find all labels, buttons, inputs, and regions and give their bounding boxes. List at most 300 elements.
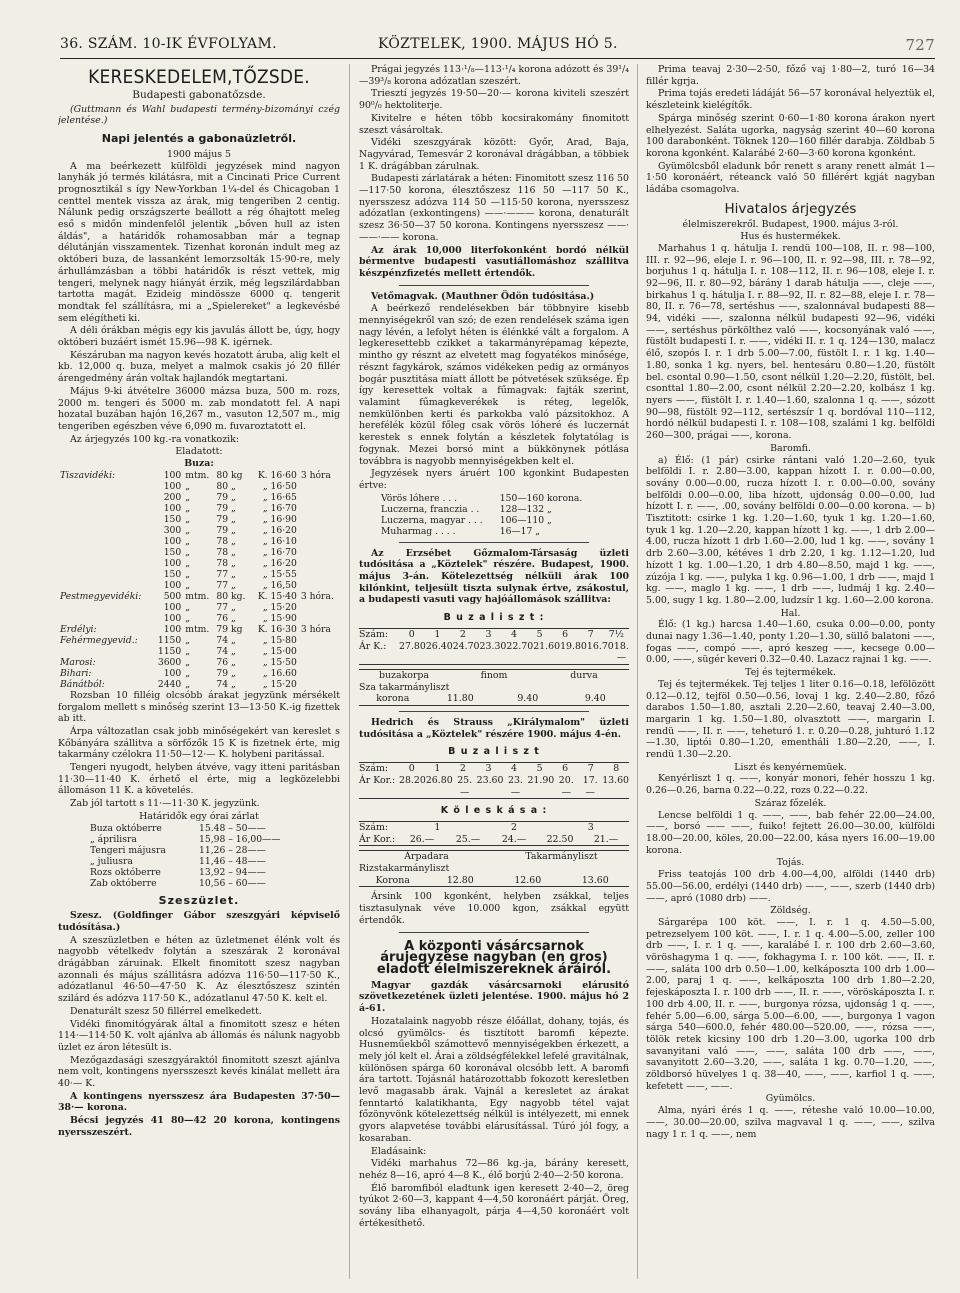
grid-label: Ár K.:: [359, 640, 387, 652]
cell-unit: „: [185, 667, 190, 679]
table-row: [58, 558, 340, 569]
paragraph: Jegyzések nyers áruért 100 kgonkint Budapesten értve:: [359, 468, 629, 491]
seeds-table: [379, 493, 595, 537]
table-row: [88, 834, 314, 845]
section-title: KERESKEDELEM,TŐZSDE.: [88, 66, 310, 88]
paragraph: Spárga minőség szerint 0·60—1·80 korona árakon nyert elhelyezést. Saláta ugorka, nagyság szerint 40—60 korona 100 darabonként. Töknek 120—160 fillér darabja. Zöldbab 5 korona kgonként. Kalarábé 2·60—3·60 korona kgonként.: [646, 112, 935, 159]
grid-label: Sza takarmányliszt: [359, 681, 450, 693]
sold-label: Eladatott:: [175, 446, 223, 458]
separator: [399, 542, 589, 543]
separator: [399, 285, 589, 286]
cell-kg: 74 „: [216, 645, 236, 657]
grid-label: Szám:: [359, 763, 388, 775]
cell-note: [299, 514, 340, 525]
cell-value: 16—17 „: [499, 525, 541, 537]
cell-kg: 79 kg: [216, 623, 243, 635]
grid-cell: 0: [408, 628, 415, 640]
page-number: 727: [905, 36, 935, 54]
cell-kg: 77 „: [216, 568, 236, 580]
grid-cell: 7: [587, 763, 594, 775]
cell-value: 11,46 – 48——: [199, 855, 266, 867]
paragraph: Bécsi jegyzés 41 80—42 20 korona, kontingens nyersszeszért.: [58, 1115, 340, 1138]
cell-qty: 100: [163, 557, 182, 569]
table-row: [58, 547, 340, 558]
cell-qty: 500: [163, 590, 182, 602]
cell-price: „ 15·55: [262, 568, 297, 580]
column-1: [58, 64, 340, 1279]
paragraph: Május 9-ki átvételre 36000 mázsa buza, 500 m. rozs, 2000 m. tengeri és 5000 m. zab mondatott fel. A napi hozatal buzában hajón 16,267 m., vasuton 12,507 m., mig tengeriben egészben véve 6,090 m. fuvaroztatott el.: [58, 385, 340, 432]
grid-label: Szám:: [359, 628, 388, 640]
cell-price: K. 15·40: [257, 590, 297, 602]
cell-price: „ 16·65: [262, 491, 297, 503]
cell-unit: „: [185, 480, 190, 492]
cell-price: „ 16·90: [262, 513, 297, 525]
cell-kg: 77 „: [216, 601, 236, 613]
cell-region: [58, 569, 153, 580]
mill-report: Hedrich és Strauss „Királymalom" üzleti tudósitása a „Köztelek" részére 1900. május 4-én.: [359, 717, 629, 740]
cell-name: Muharmag . . . .: [381, 525, 456, 537]
separator: [399, 711, 589, 712]
cell-unit: „: [185, 568, 190, 580]
cell-region: [58, 525, 153, 536]
paragraph: Élő baromfiból eladtunk igen keresett 2·40—2, öreg tyúkot 2·60—3, kappant 4—4,50 koronáért párját. Öreg, sovány liba elhanyagolt, párja 4—4,50 koronáért volt értékesíthető.: [359, 1182, 629, 1229]
cell-unit: mtm.: [185, 590, 210, 602]
seeds-title: Vetőmagvak. (Mauthner Ödön tudósitása.): [371, 290, 595, 302]
paragraph: Triesztí jegyzés 19·50—20·— korona kiviteli szeszért 90⁰/₀ hektoliterje.: [359, 88, 629, 112]
grid-cell: 3: [587, 821, 594, 833]
table-row: [58, 481, 340, 492]
paragraph: A beérkező rendelésekben bár többnyire kisebb mennyiségekről van szó; de ezen rendelések száma igen nagy lévén, a lefolyt héten is élénkké vált a forgalom. A legkeresettebb czikket a takarmányrépamag képezte, mintho gy résznt az elvetett mag fogyatékos minősége, résznt fagykárok, számos vidékeken pedig az ormányos bogár pusztitása miatt állott be pótvetések szüksége. Ép így keresettek voltak a fűmagvak: fajták szerint, valamint fűmagkeverékek is réteg, legelők, nemkülönben kerti és parkokba való pázsitokhoz. A herefélék közül főleg csak vörös lóheré és luczernát kerestek s ennek folytán a készletek folytatólag is fogynak. Mezei borsó mint a bükkönynek pótlása továbbra is nagyobb mennyiségekben kelt el.: [359, 303, 629, 467]
cell-note: [299, 525, 340, 536]
cell-price: „ 15·50: [262, 656, 297, 668]
grid-cell: 3: [485, 763, 492, 775]
cell-region: Erdélyi:: [60, 623, 97, 635]
paragraph: Zab jól tartott s 11·—11·30 K. jegyzünk.: [70, 798, 260, 810]
meat-title: Hus és hustermékek.: [740, 231, 841, 243]
official-prices-title: Hivatalos árjegyzés: [724, 200, 857, 217]
cell-price: „ 15·90: [262, 612, 297, 624]
column-3: [646, 64, 935, 1279]
cell-name: Buza októberre: [90, 822, 162, 834]
grid-cell: 6: [562, 763, 569, 775]
cell-note: [299, 492, 340, 503]
grid-label: Rizstakarmányliszt: [359, 863, 450, 875]
paragraph: Hozatalaink nagyobb része élőállat, dohany, tojás, és olcsó gyümölcs- és tisztított baromfi képezte. Husneműekből számottevő mennyiségekben érkezett, a mely jól kelt el. Árai a zöldségfélekkel lefelé gravitálnak, különösen spárga 60 koronával olcsóbb lett. A baromfi ára tartott. Tojásnál határozottabb fokozott keresletben levő magasabb árak. Vajnál a keresletet az árakat fenntartó kalatikhanta, Egy nagyobb tétel vajat főzönyvönk kötelezettség nélkül is intélyezett, mi ennek gyors alapvetése további elárusítással. Túró jól fogy, a kosaraban.: [359, 1015, 629, 1144]
bran-grid: [359, 669, 629, 706]
table-row: [379, 493, 595, 504]
grid-cell: 17.—: [582, 774, 598, 798]
paragraph: Prima tojás eredeti ládáját 56—57 koronával helyeztük el, készleteink kielégítők.: [646, 88, 935, 112]
cell-region: Marosi:: [60, 656, 96, 668]
cell-name: Vörös lóhere . . .: [381, 492, 458, 504]
grid-cell: 23.30: [479, 640, 507, 652]
table-row: [379, 526, 595, 537]
cell-note: 3 hóra: [300, 469, 331, 481]
cell-name: Zab októberre: [90, 877, 157, 889]
table-row: [88, 867, 314, 878]
cell-kg: 74 „: [216, 678, 236, 690]
wheat-label: Buza:: [184, 458, 214, 470]
price-intro: Az árjegyzés 100 kg.-ra vonatkozik:: [70, 433, 239, 445]
flour-grid-2: [359, 762, 629, 799]
grid-cell: 6: [562, 628, 569, 640]
table-row: [58, 569, 340, 580]
cell-region: [58, 514, 153, 525]
cell-region: [58, 536, 153, 547]
cell-price: „ 15·20: [262, 601, 297, 613]
table-row: [88, 856, 314, 867]
grid-head: durva: [570, 669, 598, 681]
publication-date: KÖZTELEK, 1900. MÁJUS HÓ 5.: [378, 36, 618, 52]
paragraph: A ma beérkezett külföldi jegyzések mind nagyon lanyhák jó termés kilátásra, mit a Cincinati Price Current prognosztikál s így New-Yorkban 1¼-del és Chicagoban 1 centtel mentek vissza az árak, mig tengeriben 2 centig. Nálunk pedig országszerte beállott a rég óhajtott meleg eső s midőn mindenfelől jelentik „bőven hull az isten áldás", a határidők rohamosabban már a tegnap délutánján visszamentek. Tizenhat koronán indult meg az októberi buza, de lassanként lemorzsolták 15·90-re, mely árhullámzásban a többi határidők is részt vettek, mig tengeri, melynek nagy hiányát érzik, még legszilárdabban tartotta magát. Ezideig mindössze 6000 q. tengerit mondtak fel szállításra, mi a „Spielereket" a legkevésbé sem elégítheti ki.: [58, 160, 340, 324]
spirit-title: Szeszüzlet.: [158, 893, 240, 907]
table-row: [58, 536, 340, 547]
paragraph: A szeszüzletben e héten az üzletmenet élénk volt és nagyobb vételkedv folytán a szeszárak 2 koronával drágábban záruinak. Elkelt finomitott szesz nagyban azonnali és május szállitásra adózva 116·50—117·50 K., adózatlanul 46·50—47·50 K. Az élesztőszesz szintén szilárd és adózva 117·50 K., adózatlanul 47·50 K. kelt el.: [58, 934, 340, 1005]
cell-region: [58, 646, 153, 657]
report-title: Napi jelentés a gabonaüzletről.: [101, 132, 297, 146]
paragraph: Ársink 100 kgonként, helyben zsákkal, teljes tisztasulynak véve 10.000 kgon, zsákkal együtt értendők.: [359, 891, 629, 926]
cell-note: [299, 679, 340, 690]
cell-unit: „: [185, 634, 190, 646]
cell-value: 15.48 – 50——: [199, 822, 266, 834]
cell-price: „ 16,50: [262, 579, 297, 591]
grid-cell: 18.—: [613, 640, 629, 664]
cell-unit: „: [185, 513, 190, 525]
paragraph: a) Élő: (1 pár) csirke rántani való 1.20—2.60, tyuk belföldi I. r. 2.80—3.00, kappan hízott I. r. 0.00—0.00, sovány 0.00—0.00, rucza hízott I. r. 0.00—0.00, sovány belföldi 0.00—0.00, liba hízott, ujdonság 0.00—0.00, lud hízott I. r. ——, .00, sovány belföldi 0.00—0.00 korona. — b) Tisztitott: csirke 1 kg. 1.20—1.60, tyuk 1 kg. 1.20—1.60, tyuk 1 kg. 1.20—2.20, kappan hízott 1 kg. ——, 1 drb 2.00—4.00, rucza hízott 1 drb 1.60—2.00, lud 1 kg. ——, sovány 1 drb 2.60—3.00, kétéves 1 drb 2.20, 1 kg. 1.12—1.20, lud hízott 1 kg. 1.00—1.20, 1 drb 4.80—8.50, majd 1 kg. ——, zúzója 1 kg. ——, pulyka 1 kg. 0.96—1.00, 1 drb ——, majd 1 kg. ——, maglo 1 kg. ——, 1 drb ——, ludmáj 1 kg. 2.40—5.00, sugy 1 kg. 1.80—2.00, ludzsír 1 kg. 1.60—2.00 korona.: [646, 454, 935, 606]
cell-note: [299, 569, 340, 580]
cell-note: 3 hóra: [300, 623, 331, 635]
grid-cell: 26.—: [409, 833, 435, 845]
grid-cell: 5: [536, 763, 543, 775]
grid-cell: 13.60: [581, 874, 609, 886]
paragraph: Készáruban ma nagyon kevés hozatott áruba, alig kelt el kb. 12,000 q. buza, melyet a malmok csakis jó 20 fillér árengedmény árán voltak hajlandók megtartani.: [58, 349, 340, 385]
cell-kg: 79 „: [216, 513, 236, 525]
table-row: [379, 504, 595, 515]
grid-cell: 26.80: [425, 774, 453, 786]
grid-head: Árpadara: [404, 851, 449, 863]
cell-kg: 79 „: [216, 667, 236, 679]
cell-region: [58, 558, 153, 569]
cell-note: 3 hóra.: [300, 590, 334, 602]
legumes-title: Száraz főzelék.: [754, 797, 827, 809]
cell-name: Luczerna, magyar . . .: [381, 514, 483, 526]
cell-region: [58, 503, 153, 514]
poultry-title: Baromfi.: [770, 442, 811, 454]
grid-cell: 4: [511, 628, 518, 640]
cell-qty: 150: [163, 546, 182, 558]
cell-kg: 77 „: [216, 579, 236, 591]
cell-note: [299, 536, 340, 547]
grid-cell: 0: [408, 763, 415, 775]
paragraph: Rozsban 10 filléig olcsóbb árakat jegyzünk mérsékelt forgalom mellett s minőség szerint 13—13·50 K.-ig fizettek ab itt.: [58, 689, 340, 725]
flour-bread-title: Liszt és kenyérnemüek.: [734, 761, 847, 773]
cell-qty: 100: [163, 535, 182, 547]
mill-report: Az Erzsébet Gőzmalom-Társaság üzleti tudósitása a „Köztelek" részére. Budapest, 1900. május 3-án. Kötelezettség nélküli árak 100 kilónkint, teljesült tiszta sulynak értve, zsákostul, a budapesti vasuti vagy hajóállomások szállitva:: [359, 547, 629, 606]
cell-price: „ 16·20: [262, 524, 297, 536]
table-row: [58, 613, 340, 624]
cell-note: [299, 668, 340, 679]
cell-qty: 100: [163, 480, 182, 492]
cell-value: 10,56 – 60——: [199, 877, 266, 889]
grid-cell: 1: [434, 821, 441, 833]
cell-region: Pestmegyevidéki:: [60, 590, 142, 602]
table-row: [58, 679, 340, 690]
vegetables-title: Zöldség.: [770, 905, 811, 917]
cell-qty: 150: [163, 513, 182, 525]
cell-kg: 80 kg.: [216, 590, 246, 602]
cell-qty: 100: [163, 502, 182, 514]
table-row: [58, 602, 340, 613]
grid-cell: 21.90: [527, 774, 555, 786]
grid-cell: 12.60: [514, 874, 542, 886]
cell-price: K. 16·30: [257, 623, 297, 635]
cell-kg: 79 „: [216, 524, 236, 536]
cell-unit: „: [185, 656, 190, 668]
cell-value: 128—132 „: [499, 503, 552, 515]
grid-cell: 7½: [608, 628, 624, 640]
cell-kg: 78 „: [216, 546, 236, 558]
cell-note: [299, 646, 340, 657]
flour-grid-title: B u z a l i s z t: [448, 746, 540, 758]
cell-qty: 200: [163, 491, 182, 503]
cell-name: Rozs októberre: [90, 866, 161, 878]
cell-qty: 100: [163, 579, 182, 591]
cell-note: [299, 503, 340, 514]
wheat-sales-table: [58, 470, 340, 690]
grid-cell: 23.60: [476, 774, 504, 786]
grid-cell: 26.40: [425, 640, 453, 652]
market-source: Magyar gazdák vásárcsarnoki elárusitó szövetkezetének üzleti jelentése. 1900. május hó 2 á-61.: [359, 979, 629, 1015]
cell-qty: 150: [163, 568, 182, 580]
grid-cell: 16.70: [586, 640, 614, 652]
grid-head: buzakorpa: [379, 669, 429, 681]
paragraph: Vidéki finomitógyárak által a finomitott szesz e héten 114·—114·50 K. volt ajánlva ab állomás és nálunk nagyobb üzlet ez áron létesült is.: [58, 1018, 340, 1053]
cell-value: 15,98 – 16,00——: [199, 833, 281, 845]
fish-title: Hal.: [780, 607, 801, 619]
cell-region: [58, 492, 153, 503]
cell-qty: 100: [163, 667, 182, 679]
grid-label: Ár Kor.:: [359, 833, 396, 845]
cell-value: 11,26 – 28——: [199, 844, 266, 856]
cell-price: „ 15·00: [262, 645, 297, 657]
cell-note: [299, 558, 340, 569]
cell-value: 13,92 – 94——: [199, 866, 266, 878]
table-row: [88, 845, 314, 856]
cell-unit: mtm.: [185, 623, 210, 635]
grid-cell: 20.—: [558, 774, 574, 798]
cell-kg: 80 kg: [216, 469, 243, 481]
table-row: [58, 514, 340, 525]
cell-kg: 80 „: [216, 480, 236, 492]
grid-cell: 13.60: [602, 774, 629, 786]
dairy-title: Tej és tejtermékek.: [745, 667, 836, 679]
paragraph: Gyümölcsből eladunk bőr renett s arany renett almát 1—1·50 koronáért, réteanck való 50 fillérért kgját nagyban ládába csomagolva.: [646, 160, 935, 196]
cell-kg: 76 „: [216, 656, 236, 668]
cell-value: 106—110 „: [499, 514, 552, 526]
grid-cell: 22.70: [506, 640, 534, 652]
issue-number: 36. SZÁM. 10-IK ÉVFOLYAM.: [60, 36, 277, 52]
cell-unit: „: [185, 491, 190, 503]
cell-unit: „: [185, 579, 190, 591]
paragraph: Mezőgazdasági szeszgyáraktól finomitott szeszt ajánlva nem volt, kontingens nyersszeszt kevés kinálat mellett ára 40·— K.: [58, 1054, 340, 1090]
cell-unit: „: [185, 502, 190, 514]
grid-cell: 9.40: [517, 693, 539, 705]
paragraph: Kenyérliszt 1 q. ——, konyár monori, fehér hosszu 1 kg. 0.26—0.26, barna 0.22—0.22, rozs 0.22—0.22.: [646, 773, 935, 797]
grid-cell: 4: [511, 763, 518, 775]
page-header: [60, 36, 935, 59]
cell-unit: „: [185, 546, 190, 558]
paragraph: Vidéki marhahus 72—86 kg.-ja, bárány keresett, nehéz 8—16, apró 4—8 K., élő borjú 2·40—2·50 korona.: [359, 1158, 629, 1181]
cell-region: [58, 580, 153, 591]
cell-price: „ 16·70: [262, 546, 297, 558]
cell-region: Fehérmegyevid.:: [60, 634, 138, 646]
cell-price: „ 16·10: [262, 535, 297, 547]
paragraph: Alma, nyári érés 1 q. ——, réteshe való 10.00—10.00, ——, 30.00—20.00, szilva magvaval 1 q. ——, ——, szilva nagy 1 r. 1 q. ——, nem: [646, 1105, 935, 1140]
grid-label: Szám:: [359, 821, 388, 833]
table-row: [58, 580, 340, 591]
cell-qty: 2440: [157, 678, 182, 690]
grid-cell: 1: [434, 763, 441, 775]
table-row: [58, 492, 340, 503]
cell-note: [299, 580, 340, 591]
grid-cell: 3: [485, 628, 492, 640]
grid-cell: 1: [434, 628, 441, 640]
feed-grid: [359, 850, 629, 887]
grid-cell: 19.80: [560, 640, 587, 652]
eggs-title: Tojás.: [776, 857, 805, 869]
cell-unit: mtm.: [185, 469, 210, 481]
grid-cell: 2: [511, 821, 517, 833]
cell-kg: 78 „: [216, 535, 236, 547]
paragraph: Denaturált szesz 50 fillérrel emelkedett.: [70, 1005, 262, 1017]
grid-cell: 27.80: [399, 640, 426, 652]
grid-cell: 2: [459, 628, 466, 640]
grid-cell: 24.—: [501, 833, 527, 845]
subsection-title: Budapesti gabonatőzsde.: [132, 89, 266, 101]
flour-grid: [359, 628, 629, 665]
paragraph: Sárgarépa 100 köt. ——, I. r. 1 q. 4.50—5.00, petrezselyem 100 köt. ——, I. r. 1 q. 4.00—5.00, zeller 100 drb ——, I. r. 1 q. ——, karalábé I. r. 100 drb 2.60—3.60, vöröshagyma 1 q. ——, fokhagyma I. r. 100 köt. ——, II. r. ——, saláta 100 drb 0.50—1.00, kelkáposzta 100 drb 1.00—2.00, paraj 1 q. ——, kelkáposzta 100 drb 1.80—2.20, fejeskáposzta I. r. 100 drb ——, II. r. ——, vöröskáposzta I. r. 100 drb 4.00, II. r. ——, burgonya rózsa, ujdonság 1 q. ——, fehér 5.00—6.00, sárga 5.00—6.00, ——, burgonya 1 vagon sárga 540—600.0, fehér 480.00—520.00, ——, rózsa ——, tölök retek kicsiny 100 drb 1.20—3.00, ugorka 100 drb savanyitani való ——, ——, saláta 100 drb ——, ——, savanyitott 2.60—3.20, ——, saláta 1 kg. 0.70—1.20, ——, zöldborsó hüvelyes 1 q. 38—40, ——, ——, karfiol 1 q. ——, kefetett ——, ——.: [646, 916, 935, 1092]
cell-qty: 100: [163, 612, 182, 624]
paragraph: Kivitelre e héten több kocsirakomány finomitott szeszt vásároltak.: [359, 112, 629, 136]
table-row: [58, 635, 340, 646]
grid-cell: 25.—: [455, 833, 481, 845]
grid-cell: 5: [536, 628, 543, 640]
column-divider: [349, 64, 350, 1279]
cell-note: [299, 547, 340, 558]
table-row: [58, 646, 340, 657]
cell-name: Luczerna, franczia . .: [381, 503, 480, 515]
paragraph: A déli órákban mégis egy kis javulás állott be, úgy, hogy októberi buzáért ismét 15.96—98 K. igérnek.: [58, 325, 340, 349]
cell-price: „ 15·20: [262, 678, 297, 690]
cell-unit: „: [185, 678, 190, 690]
report-date: 1900 május 5: [166, 148, 232, 160]
table-row: [58, 470, 340, 481]
grid-cell: 11.80: [446, 693, 474, 705]
cell-unit: „: [185, 612, 190, 624]
column-divider: [637, 64, 638, 1279]
cell-unit: „: [185, 601, 190, 613]
cell-note: [299, 613, 340, 624]
cell-note: [299, 481, 340, 492]
cell-price: „ 16·20: [262, 557, 297, 569]
paragraph: Vidéki szeszgyárak között: Győr, Arad, Baja, Nagyvárad, Temesvár 2 koronával drágábban, a többiek 1 K. drágábban zárulnak.: [359, 137, 629, 172]
flour-grid-title: B u z a l i s z t :: [443, 612, 545, 624]
cell-price: „ 15·80: [262, 634, 297, 646]
cell-region: Tiszavidéki:: [60, 469, 116, 481]
paragraph: Prima teavaj 2·30—2·50, főző vaj 1·80—2, turó 16—34 fillér kgrja.: [646, 64, 935, 87]
table-row: [379, 515, 595, 526]
paragraph: Árpa változatlan csak jobb minőségekért van kereslet s Kőbányára szállitva a sörfőzők 15 K is fizetnek érte, mig takarmány czélokra 11·50—12·— K. holybeni paritással.: [58, 725, 340, 761]
market-title: A központi vásárcsarnok árujegyzése nagyban (en gros) eladott élelmiszereknek áráiról.: [376, 938, 612, 977]
cell-unit: „: [185, 535, 190, 547]
cell-qty: 1150: [157, 634, 182, 646]
paragraph: Tej és tejtermékek. Tej teljes 1 liter 0.16—0.18, lefölözött 0.12—0.12, tejföl 0.50—0.56, lovaj 1 kg. 2.40—2.80, főző darabos 1.50—1.80, asztali 2.20—2.60, teavaj 2.40—3.00, margarin 1 kg. 1.50—1.80, olvasztott ——, margarin I. rendü ——, II. r. ——, teheturó 1. r. 0.20—0.28, juhturó 1.12—1.30, liptói 0.80—1.20, ementháli 1.80—2.20, ——, I. rendü 1.30—2.20.: [646, 678, 935, 761]
cell-region: [58, 481, 153, 492]
millet-grid: [359, 821, 629, 846]
grid-cell: 28.20: [399, 774, 426, 786]
grid-cell: korona: [376, 693, 410, 705]
cell-region: Bihari:: [60, 667, 92, 679]
cell-note: [299, 635, 340, 646]
paragraph: Tengeri nyugodt, helyben átvéve, vagy itteni paritásban 11·30—11·40 K. érhető el érte, mig a legközelebbi állomáson 11 K. a követelés.: [58, 762, 340, 797]
paragraph: Prágai jegyzés 113·¹/₈—113·¹/₄ korona adózott és 39¹/₄—39³/₈ korona adózatlan szeszért.: [359, 64, 629, 87]
cell-qty: 3600: [157, 656, 182, 668]
futures-table: [88, 823, 314, 889]
cell-qty: 1150: [157, 645, 182, 657]
column-2: [359, 64, 629, 1279]
cell-region: Bánátból:: [60, 678, 105, 690]
cell-note: [299, 602, 340, 613]
cell-qty: 100: [163, 601, 182, 613]
cell-name: Tengeri májusra: [90, 844, 166, 856]
separator: [399, 932, 589, 933]
table-row: [88, 878, 314, 889]
paragraph: Friss teatojás 100 drb 4.00—4,00, alföldi (1440 drb) 55.00—56.00, erdélyi (1440 drb) ——, ——, szerb (1440 drb) ——, apró (1080 drb) ——.: [646, 869, 935, 904]
grid-label: Ár Kor.:: [359, 774, 396, 786]
grid-cell: 25.—: [457, 774, 473, 798]
cell-region: [58, 602, 153, 613]
cell-qty: 100: [163, 469, 182, 481]
cell-region: [58, 613, 153, 624]
official-prices-subtitle: élelmiszerekről. Budapest, 1900. május 3-ról.: [682, 219, 899, 231]
paragraph: Budapesti zárlatárak a héten: Finomitott szesz 116 50—117·50 korona, élesztőszesz 116 50 —117 50 K., nyersszesz adózva 114 50 —115·50 korona, nyersszesz adózatlan (exkontingens) ——·——— korona, denaturált szesz 36·50—37 50 korona. Kontingens nyersszesz ——·——·—— korona.: [359, 173, 629, 243]
grid-cell: Korona: [375, 874, 410, 886]
grid-cell: 23.—: [508, 774, 523, 798]
cell-unit: „: [185, 524, 190, 536]
cell-name: „ áprilisra: [90, 833, 137, 845]
cell-kg: 78 „: [216, 557, 236, 569]
cell-kg: 76 „: [216, 612, 236, 624]
cell-unit: „: [185, 645, 190, 657]
table-row: [58, 624, 340, 635]
cell-qty: 100: [163, 623, 182, 635]
spirit-source: Szesz. (Goldfinger Gábor szeszgyári képviselő tudósítása.): [58, 910, 340, 933]
paragraph: A kontingens nyersszesz ára Budapesten 37·50—38·— korona.: [58, 1090, 340, 1114]
table-row: [58, 525, 340, 536]
grid-cell: 24.70: [452, 640, 480, 652]
grid-head: finom: [480, 669, 508, 681]
cell-kg: 79 „: [216, 491, 236, 503]
paragraph: Marhahus 1 q. hátulja I. rendü 100—108, II. r. 98—100, III. r. 92—96, eleje I. r. 96—100, II. r. 92—98, III. r. 78—92, borjuhus 1 q. hátulja I. r. 108—112, II. r. 96—108, eleje I. r. 92—96, II. r. 80—92, bárány 1 darab hátulja ——, cleje ——, birkahus 1 q. hátulja I. r. 88—92, II. r. 82—88, eleje I. r. 78—80, II. r. 76—78, sertéshus ——, szalonnával budapesti 88—94, vidéki ——, szalonna nélkül budapesti 92—96, vidéki ——, sertéshus pörkölthez való ——, kocsonyának való ——, füstölt budapesti I. r. ——, vidéki II. r. 1 q. 124—130, malacz élő, szopós I. r. 1 drb 5.00—7.00, füstölt I. r. 1 kg. 1.40—1.80, sonka 1 kg. nyers, bel. hentesáru 0.80—1.20, füstölt bel. csontal 0.90—1.50, csont nélkül 1.20—2.20, füstölt, bel. csonttal 1.80—2.00, csont nélkül 2.20—2.20, kolbász 1 kg. nyers ——, füstölt I. r. 1.40—1.60, szalonna 1 q. ——, sózott 90—98, füstölt 92—112, sertészsír 1 q. bordóval 110—112, hordó nélkül budapesti I. r. 108—108, szalámi 1 kg. belföldi 260—300, prágai ——, korona.: [646, 242, 935, 442]
cell-price: K. 16·60: [257, 469, 297, 481]
paragraph: Lencse belföldi 1 q. ——, ——, bab fehér 22.00—24.00, ——, borsó —— ——, fuiko! fejtett 26.00—30.00, külföldi 18.00—20.00, köles, 20.00—22.00, kása nyers 16.00—19.00 korona.: [646, 809, 935, 856]
grid-cell: 9.40: [584, 693, 606, 705]
table-row: [58, 591, 340, 602]
grid-head: Takarmányliszt: [525, 851, 598, 863]
paragraph: Élő: (1 kg.) harcsa 1.40—1.60, csuka 0.00—0.00, ponty dunai nagy 1.36—1.40, ponty 1.20—1.30, süllő balatoni ——, fogas ——, compó ——, apró keszeg ——, kecsege 0.00—0.00, ——, sügér keveri 0.32—0.40. Lazacz rajnai 1 kg. ——.: [646, 619, 935, 666]
grid-cell: 22.50: [546, 833, 574, 845]
table-row: [58, 503, 340, 514]
